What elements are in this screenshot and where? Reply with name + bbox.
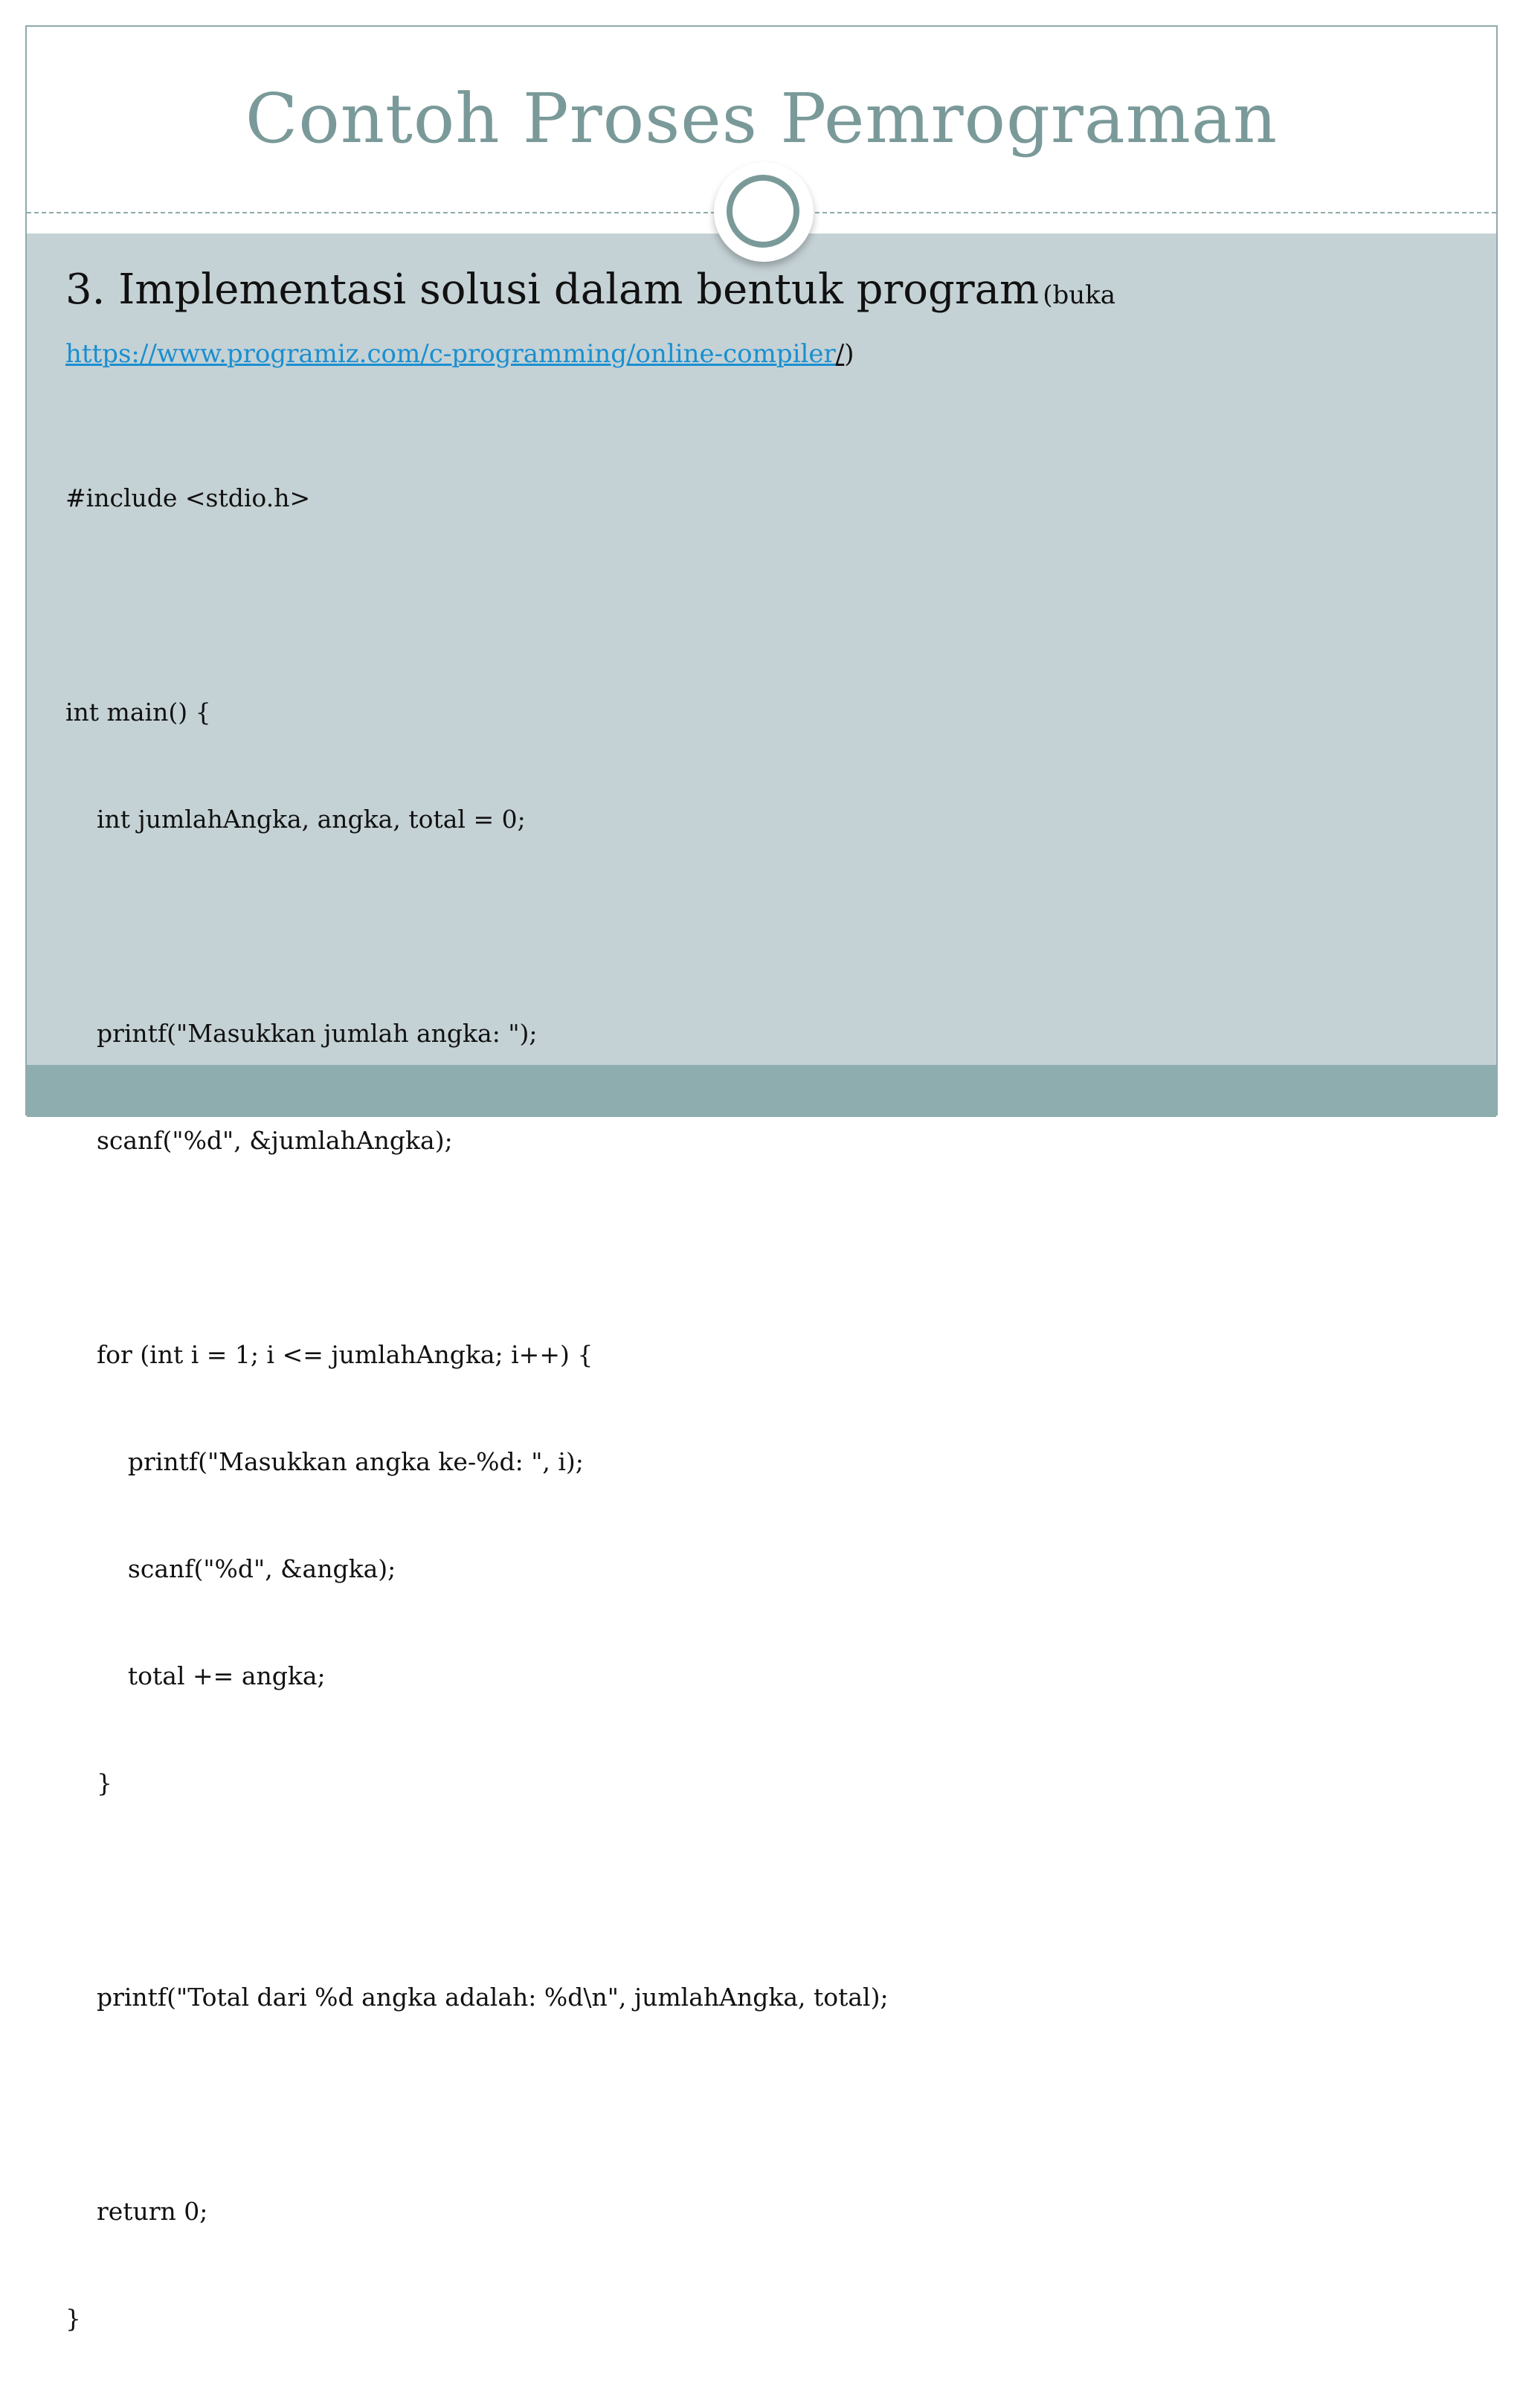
compiler-link-line	[65, 339, 854, 369]
code-line	[65, 2087, 1464, 2122]
link-suffix-slash: /	[835, 339, 845, 369]
heading-text: 3. Implementasi solusi dalam bentuk program	[65, 265, 1040, 314]
code-line: int jumlahAngka, angka, total = 0;	[65, 805, 526, 834]
code-line: int main() {	[65, 698, 211, 727]
code-line: return 0;	[65, 2197, 208, 2226]
code-line: for (int i = 1; i <= jumlahAngka; i++) {	[65, 1340, 593, 1369]
circle-ornament-icon	[714, 162, 814, 262]
slide-title: Contoh Proses Pemrograman	[245, 79, 1278, 158]
code-block	[65, 409, 1464, 2408]
code-line	[65, 1230, 1464, 1266]
link-suffix-close: )	[844, 339, 854, 369]
slide	[25, 25, 1498, 2333]
ring-icon	[727, 175, 799, 248]
code-line: }	[65, 1768, 112, 1797]
code-line: total += angka;	[65, 1661, 326, 1690]
heading-note: (buka	[1043, 280, 1116, 310]
code-line	[65, 1873, 1464, 1908]
code-line: }	[65, 2304, 81, 2333]
code-line: scanf("%d", &jumlahAngka);	[65, 1126, 453, 1155]
code-line: scanf("%d", &angka);	[65, 1554, 396, 1583]
code-line: printf("Masukkan angka ke-%d: ", i);	[65, 1447, 584, 1476]
section-heading	[65, 265, 1464, 315]
code-line: printf("Total dari %d angka adalah: %d\n", jumlahAngka, total);	[65, 1983, 889, 2012]
code-line	[65, 587, 1464, 623]
code-line: #include <stdio.h>	[65, 483, 311, 512]
code-line: printf("Masukkan jumlah angka: ");	[65, 1019, 538, 1048]
code-line	[65, 909, 1464, 944]
compiler-link[interactable]: https://www.programiz.com/c-programming/online-compiler	[65, 339, 836, 369]
